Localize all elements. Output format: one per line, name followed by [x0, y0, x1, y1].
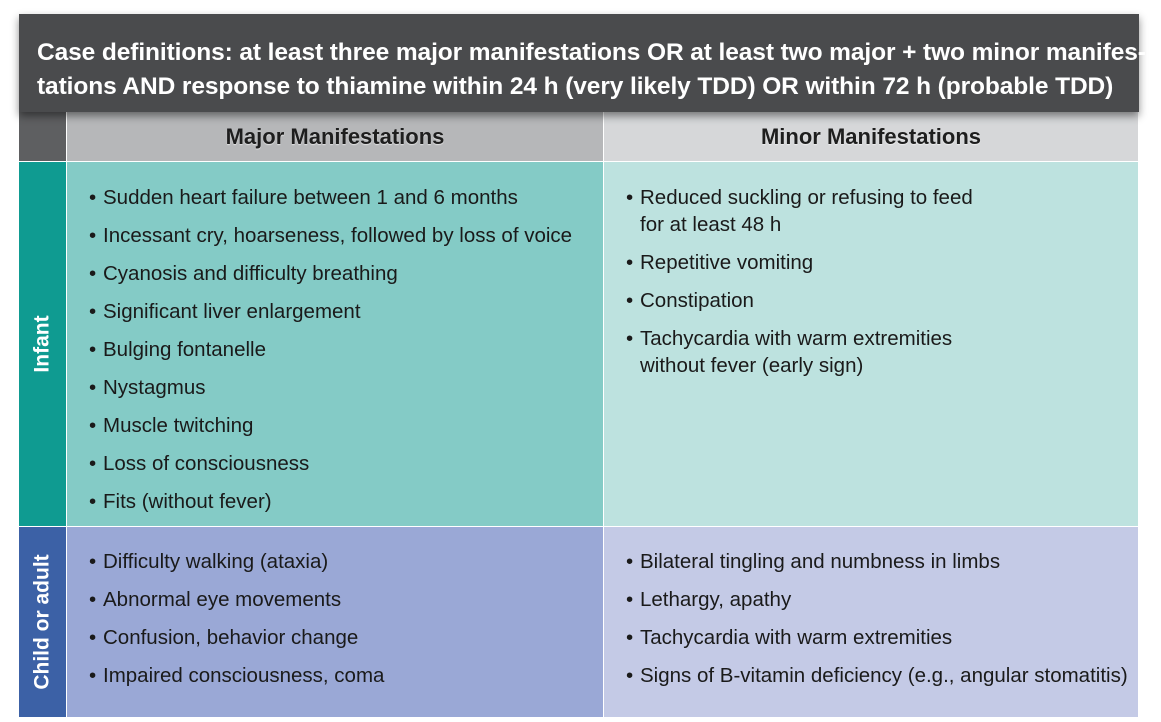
infant-minor-cell	[604, 162, 1139, 527]
list-item: • Repetitive vomiting	[626, 249, 1138, 276]
adult-major-list	[67, 527, 603, 689]
banner-line-1: Case definitions: at least three major manifestations OR at least two major + two minor manifes-	[37, 39, 1146, 66]
header-corner	[19, 112, 67, 162]
infant-minor-list	[604, 162, 1138, 379]
list-item: • Bulging fontanelle	[89, 336, 603, 363]
list-item: • Confusion, behavior change	[89, 624, 603, 651]
infant-major-cell	[67, 162, 604, 527]
adult-minor-cell	[604, 527, 1139, 718]
list-item: • Significant liver enlargement	[89, 298, 603, 325]
list-item: • Loss of consciousness	[89, 450, 603, 477]
list-item: • Muscle twitching	[89, 412, 603, 439]
list-item: • Fits (without fever)	[89, 488, 603, 515]
list-item: • Constipation	[626, 287, 1138, 314]
banner-line-2: tations AND response to thiamine within 24 h (very likely TDD) OR within 72 h (probable TDD)	[37, 73, 1114, 100]
case-definitions-banner	[19, 14, 1146, 112]
row-label-adult-text: Child or adult	[30, 554, 54, 690]
list-item: • Signs of B-vitamin deficiency (e.g., angular stomatitis)	[626, 662, 1138, 689]
list-item: • Abnormal eye movements	[89, 586, 603, 613]
adult-major-cell	[67, 527, 604, 718]
header-minor-label: Minor Manifestations	[760, 123, 981, 149]
list-item: • Nystagmus	[89, 374, 603, 401]
list-item: • Lethargy, apathy	[626, 586, 1138, 613]
manifestations-grid	[19, 112, 1139, 718]
list-item: • Tachycardia with warm extremities without fever (early sign)	[626, 325, 1138, 379]
adult-minor-list	[604, 527, 1138, 689]
list-item: • Cyanosis and difficulty breathing	[89, 260, 603, 287]
row-label-adult	[19, 527, 67, 718]
list-item: • Sudden heart failure between 1 and 6 months	[89, 184, 603, 211]
header-minor	[604, 112, 1139, 162]
row-label-infant	[19, 162, 67, 527]
list-item: • Reduced suckling or refusing to feed for at least 48 h	[626, 184, 1138, 238]
list-item: • Tachycardia with warm extremities	[626, 624, 1138, 651]
list-item: • Incessant cry, hoarseness, followed by loss of voice	[89, 222, 603, 249]
case-definitions-table	[19, 14, 1146, 718]
list-item: • Difficulty walking (ataxia)	[89, 548, 603, 575]
list-item: • Bilateral tingling and numbness in limbs	[626, 548, 1138, 575]
header-major	[67, 112, 604, 162]
header-major-label: Major Manifestations	[225, 123, 445, 149]
list-item: • Impaired consciousness, coma	[89, 662, 603, 689]
row-label-infant-text: Infant	[30, 315, 54, 373]
infant-major-list	[67, 162, 603, 515]
